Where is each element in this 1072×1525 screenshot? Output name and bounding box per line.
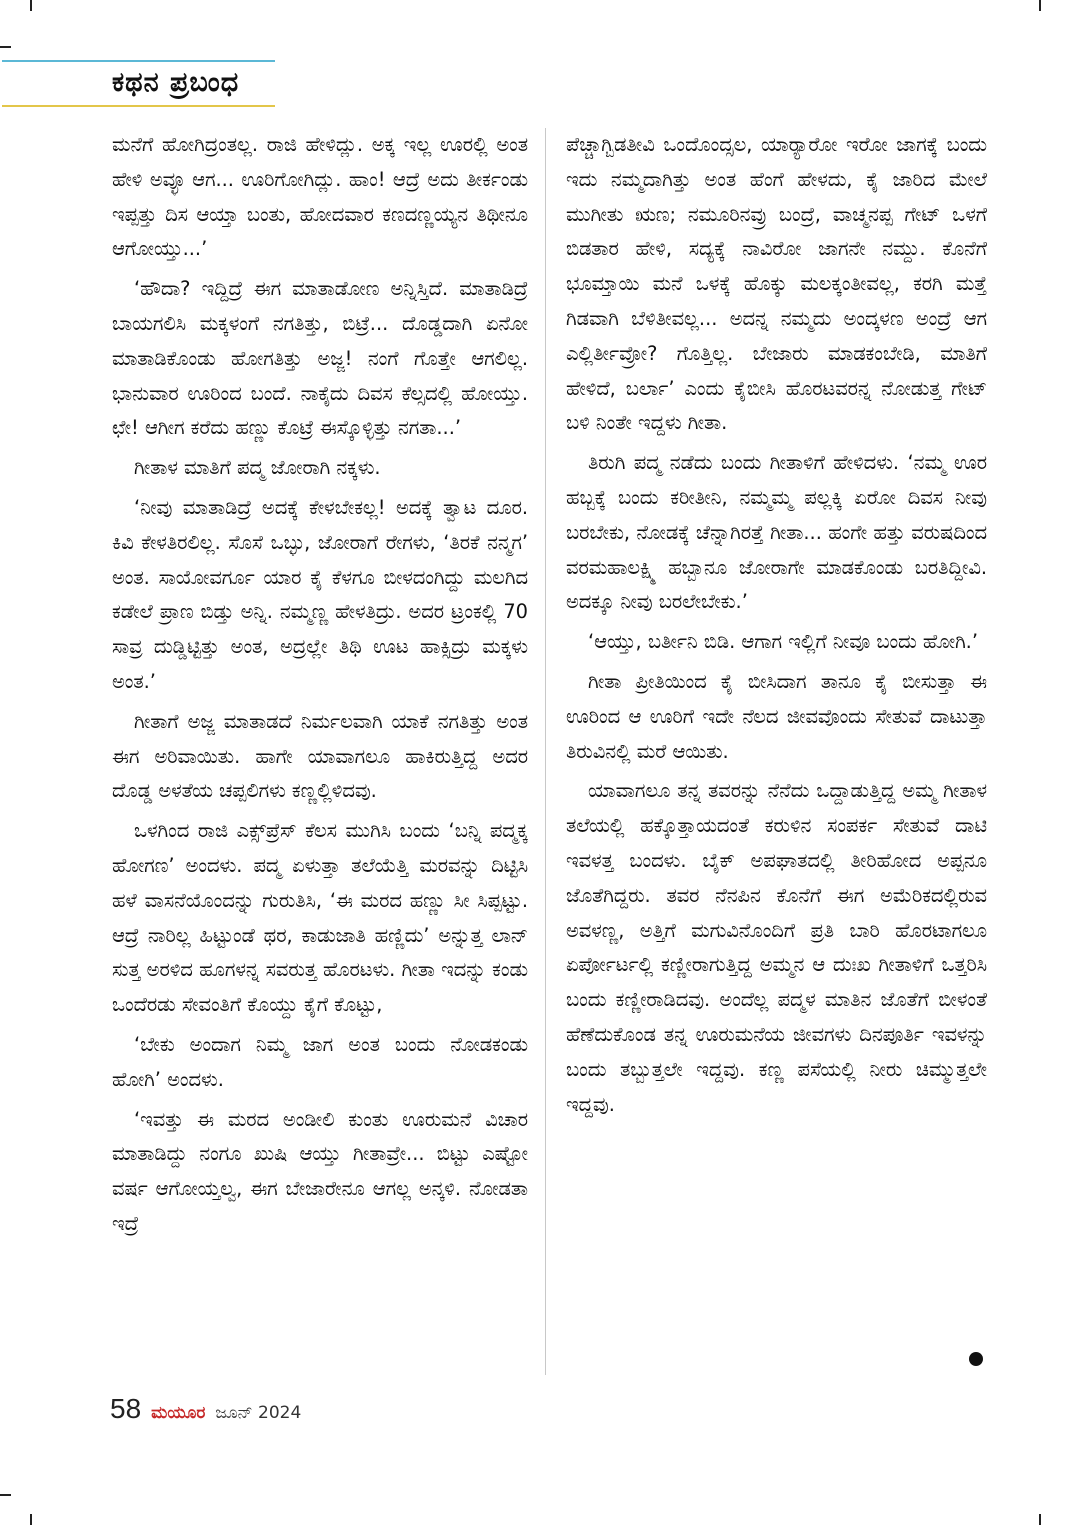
page-footer — [110, 1393, 301, 1427]
paragraph: ‘ಹೌದಾ? ಇದ್ದಿದ್ರೆ ಈಗ ಮಾತಾಡೋಣ ಅನ್ನಿಸ್ತಿದೆ. ಮಾತಾಡಿದ್ರೆ ಬಾಯಗಲಿಸಿ ಮಕ್ಕಳಂಗೆ ನಗತಿತ್ತು, ಬಿಟ್ರೆ... ದೊಡ್ಡದಾಗಿ ಏನೋ ಮಾತಾಡಿಕೊಂಡು ಹೋಗತಿತ್ತು ಅಜ್ಜ! ನಂಗೆ ಗೊತ್ತೇ ಆಗಲಿಲ್ಲ. ಭಾನುವಾರ ಊರಿಂದ ಬಂದೆ. ನಾಕೈದು ದಿವಸ ಕೆಲ್ಸದಲ್ಲಿ ಹೋಯ್ತು. ಛೇ! ಆಗೀಗ ಕರೆದು ಹಣ್ಣು ಕೊಟ್ರೆ ಈಸ್ಕೊಳ್ಳಿತ್ತು ನಗತಾ...’ — [112, 277, 528, 440]
paragraph: ಗೀತಾ ಪ್ರೀತಿಯಿಂದ ಕೈ ಬೀಸಿದಾಗ ತಾನೂ ಕೈ ಬೀಸುತ್ತಾ ಈ ಊರಿಂದ ಆ ಊರಿಗೆ ಇದೇ ನೆಲದ ಜೀವವೊಂದು ಸೇತುವೆ ದಾಟುತ್ತಾ ತಿರುವಿನಲ್ಲಿ ಮರೆ ಆಯಿತು. — [566, 669, 987, 763]
paragraph: ಯಾವಾಗಲೂ ತನ್ನ ತವರನ್ನು ನೆನೆದು ಒದ್ದಾಡುತ್ತಿದ್ದ ಅಮ್ಮ ಗೀತಾಳ ತಲೆಯಲ್ಲಿ ಹಕ್ಕೊತ್ತಾಯದಂತೆ ಕರುಳಿನ ಸಂಪರ್ಕ ಸೇತುವೆ ದಾಟಿ ಇವಳತ್ತ ಬಂದಳು. ಬೈಕ್ ಅಪಘಾತದಲ್ಲಿ ತೀರಿಹೋದ ಅಪ್ಪನೂ ಜೊತೆಗಿದ್ದರು. ತವರ ನೆನಪಿನ ಕೊನೆಗೆ ಈಗ ಅಮೆರಿಕದಲ್ಲಿರುವ ಅವಳಣ್ಣ, ಅತ್ತಿಗೆ ಮಗುವಿನೊಂದಿಗೆ ಪ್ರತಿ ಬಾರಿ ಹೊರಟಾಗಲೂ ಏರ್ಪೋರ್ಟಲ್ಲಿ ಕಣ್ಣೀರಾಗುತ್ತಿದ್ದ ಅಮ್ಮನ ಆ ದುಃಖ ಗೀತಾಳಿಗೆ ಒತ್ತರಿಸಿ ಬಂದು ಕಣ್ಣೀರಾಡಿದವು. ಅಂದೆಲ್ಲ ಪದ್ಮಳ ಮಾತಿನ ಜೊತೆಗೆ ಬೀಳಂತೆ ಹೆಣೆದುಕೊಂಡ ತನ್ನ ಊರುಮನೆಯ ಜೀವಗಳು ದಿನಪೂರ್ತಿ ಇವಳನ್ನು ಬಂದು ತಬ್ಬುತ್ತಲೇ ಇದ್ದವು. ಕಣ್ಣ ಪಸೆಯಲ್ಲಿ ನೀರು ಚಿಮ್ಮುತ್ತಲೇ ಇದ್ದವು. — [566, 779, 987, 1116]
end-of-article-bullet-icon — [969, 1352, 983, 1366]
section-rule-bottom — [2, 105, 275, 107]
crop-mark — [30, 0, 32, 11]
article-column-right — [566, 128, 987, 1127]
crop-mark — [0, 1494, 11, 1496]
magazine-name: ಮಯೂರ — [151, 1403, 206, 1423]
paragraph: ಒಳಗಿಂದ ರಾಜಿ ಎಕ್ಸ್‌ಪ್ರೆಸ್ ಕೆಲಸ ಮುಗಿಸಿ ಬಂದು ‘ಬನ್ನಿ ಪದ್ಮಕ್ಕ ಹೋಗಣ’ ಅಂದಳು. ಪದ್ಮ ಏಳುತ್ತಾ ತಲೆಯೆತ್ತಿ ಮರವನ್ನು ದಿಟ್ಟಿಸಿ ಹಳೆ ವಾಸನೆಯೊಂದನ್ನು ಗುರುತಿಸಿ, ‘ಈ ಮರದ ಹಣ್ಣು ಸೀ ಸಿಪ್ಪಟ್ಟು. ಆದ್ರೆ ನಾರಿಲ್ಲ ಹಿಟ್ಟುಂಡೆ ಥರ, ಕಾಡುಜಾತಿ ಹಣ್ಣಿದು’ ಅನ್ನುತ್ತ ಲಾನ್ ಸುತ್ತ ಅರಳಿದ ಹೂಗಳನ್ನ ಸವರುತ್ತ ಹೊರಟಳು. ಗೀತಾ ಇದನ್ನು ಕಂಡು ಒಂದೆರಡು ಸೇವಂತಿಗೆ ಕೊಯ್ದು ಕೈಗೆ ಕೊಟ್ಟು, — [112, 819, 528, 1017]
paragraph: ‘ಇವತ್ತು ಈ ಮರದ ಅಂಡೀಲಿ ಕುಂತು ಊರುಮನೆ ವಿಚಾರ ಮಾತಾಡಿದ್ದು ನಂಗೂ ಖುಷಿ ಆಯ್ತು ಗೀತಾವ್ರೇ... ಬಿಟ್ಟು ಎಷ್ಟೋ ವರ್ಷ ಆಗೋಯ್ತಲ್ವ, ಈಗ ಬೇಜಾರೇನೂ ಆಗಲ್ಲ ಅನ್ಕಳಿ. ನೋಡತಾ ಇದ್ರೆ — [112, 1107, 528, 1235]
crop-mark — [0, 46, 11, 48]
section-title: ಕಥನ ಪ್ರಬಂಧ — [112, 67, 240, 98]
paragraph: ‘ನೀವು ಮಾತಾಡಿದ್ರೆ ಅದಕ್ಕೆ ಕೇಳಬೇಕಲ್ಲ! ಅದಕ್ಕೆ ತ್ವಾಟ ದೂರ. ಕಿವಿ ಕೇಳತಿರಲಿಲ್ಲ. ಸೊಸೆ ಒಬ್ಳು, ಜೋರಾಗೆ ರೇಗಳು, ‘ತಿರಕೆ ನನ್ಮಗ’ ಅಂತ. ಸಾಯೋವರ್ಗೂ ಯಾರ ಕೈ ಕೆಳಗೂ ಬೀಳದಂಗಿದ್ದು ಮಲಗಿದ ಕಡೇಲೆ ಪ್ರಾಣ ಬಿಡ್ತು ಅನ್ನಿ. ನಮ್ಮಣ್ಣ ಹೇಳತಿದ್ರು. ಅದರ ಟ್ರಂಕಲ್ಲಿ 70 ಸಾವ್ರ ದುಡ್ಡಿಟ್ಟಿತ್ತು ಅಂತ, ಅದ್ರಲ್ಲೇ ತಿಥಿ ಊಟ ಹಾಕ್ಸಿದ್ರು ಮಕ್ಕಳು ಅಂತ.’ — [112, 495, 528, 693]
page-number: 58 — [110, 1393, 142, 1424]
crop-mark — [1039, 0, 1041, 11]
issue-date: ಜೂನ್ 2024 — [215, 1403, 302, 1423]
paragraph: ಪೆಚ್ಚಾಗ್ಬಿಡತೀವಿ ಒಂದೊಂದ್ಸಲ, ಯಾರ್‍ಯಾರೋ ಇರೋ ಜಾಗಕ್ಕೆ ಬಂದು ಇದು ನಮ್ಮದಾಗಿತ್ತು ಅಂತ ಹೆಂಗೆ ಹೇಳದು, ಕೈ ಜಾರಿದ ಮೇಲೆ ಮುಗೀತು ಋಣ; ನಮೂರಿನವ್ರು ಬಂದ್ರೆ, ವಾಚ್ಮನಪ್ಪ ಗೇಟ್ ಒಳಗೆ ಬಿಡತಾರ ಹೇಳಿ, ಸದ್ಯಕ್ಕೆ ನಾವಿರೋ ಜಾಗನೇ ನಮ್ದು. ಕೊನೆಗೆ ಭೂಮ್ತಾಯಿ ಮನೆ ಒಳಕ್ಕೆ ಹೊಕ್ಕು ಮಲಕ್ಕಂತೀವಲ್ಲ, ಕರಗಿ ಮತ್ತೆ ಗಿಡವಾಗಿ ಬೆಳಿತೀವಲ್ಲ... ಅದನ್ನ ನಮ್ಮದು ಅಂದ್ಕಳಣ ಅಂದ್ರೆ ಆಗ ಎಲ್ಲಿರ್ತೀವ್ರೋ? ಗೊತ್ತಿಲ್ಲ. ಬೇಜಾರು ಮಾಡಕಂಬೇಡಿ, ಮಾತಿಗೆ ಹೇಳಿದೆ, ಬರ್ಲಾ’ ಎಂದು ಕೈಬೀಸಿ ಹೊರಟವರನ್ನ ನೋಡುತ್ತ ಗೇಟ್ ಬಳಿ ನಿಂತೇ ಇದ್ದಳು ಗೀತಾ. — [566, 133, 987, 435]
article-column-left — [112, 128, 528, 1247]
paragraph: ಗೀತಾಳ ಮಾತಿಗೆ ಪದ್ಮ ಜೋರಾಗಿ ನಕ್ಕಳು. — [134, 456, 381, 480]
paragraph: ತಿರುಗಿ ಪದ್ಮ ನಡೆದು ಬಂದು ಗೀತಾಳಿಗೆ ಹೇಳಿದಳು. ‘ನಮ್ಮ ಊರ ಹಬ್ಬಕ್ಕೆ ಬಂದು ಕರೀತೀನಿ, ನಮ್ಮಮ್ಮ ಪಲ್ಲಕ್ಕಿ ಏರೋ ದಿವಸ ನೀವು ಬರಬೇಕು, ನೋಡಕ್ಕೆ ಚೆನ್ನಾಗಿರತ್ತೆ ಗೀತಾ... ಹಂಗೇ ಹತ್ತು ವರುಷದಿಂದ ವರಮಹಾಲಕ್ಷ್ಮಿ ಹಬ್ಬಾನೂ ಜೋರಾಗೇ ಮಾಡಕೊಂಡು ಬರತಿದ್ದೀವಿ. ಅದಕ್ಕೂ ನೀವು ಬರಲೇಬೇಕು.’ — [566, 451, 987, 614]
crop-mark — [1039, 1514, 1041, 1525]
paragraph: ಗೀತಾಗೆ ಅಜ್ಜ ಮಾತಾಡದೆ ನಿರ್ಮಲವಾಗಿ ಯಾಕೆ ನಗತಿತ್ತು ಅಂತ ಈಗ ಅರಿವಾಯಿತು. ಹಾಗೇ ಯಾವಾಗಲೂ ಹಾಕಿರುತ್ತಿದ್ದ ಅದರ ದೊಡ್ಡ ಅಳತೆಯ ಚಪ್ಪಲಿಗಳು ಕಣ್ಣಲ್ಲಿಳಿದವು. — [112, 709, 528, 803]
paragraph: ‘ಆಯ್ತು, ಬರ್ತೀನಿ ಬಿಡಿ. ಆಗಾಗ ಇಲ್ಲಿಗೆ ನೀವೂ ಬಂದು ಹೋಗಿ.’ — [588, 630, 979, 654]
column-divider — [545, 128, 546, 1375]
paragraph: ಮನೆಗೆ ಹೋಗಿದ್ರಂತಲ್ಲ. ರಾಜಿ ಹೇಳಿದ್ಲು. ಅಕ್ಕ ಇಲ್ಲ ಊರಲ್ಲಿ ಅಂತ ಹೇಳಿ ಅವ್ಳೂ ಆಗ... ಊರಿಗೋಗಿದ್ಲು. ಹಾಂ! ಆದ್ರೆ ಅದು ತೀರ್ಕಂಡು ಇಪ್ಪತ್ತು ದಿಸ ಆಯ್ತಾ ಬಂತು, ಹೋದವಾರ ಕಣದಣ್ಣಯ್ಯನ ತಿಥೀನೂ ಆಗೋಯ್ತು...’ — [112, 133, 528, 261]
section-rule-top — [2, 60, 275, 62]
paragraph: ‘ಬೇಕು ಅಂದಾಗ ನಿಮ್ಮ ಜಾಗ ಅಂತ ಬಂದು ನೋಡಕಂಡು ಹೋಗಿ’ ಅಂದಳು. — [112, 1032, 528, 1091]
crop-mark — [30, 1514, 32, 1525]
